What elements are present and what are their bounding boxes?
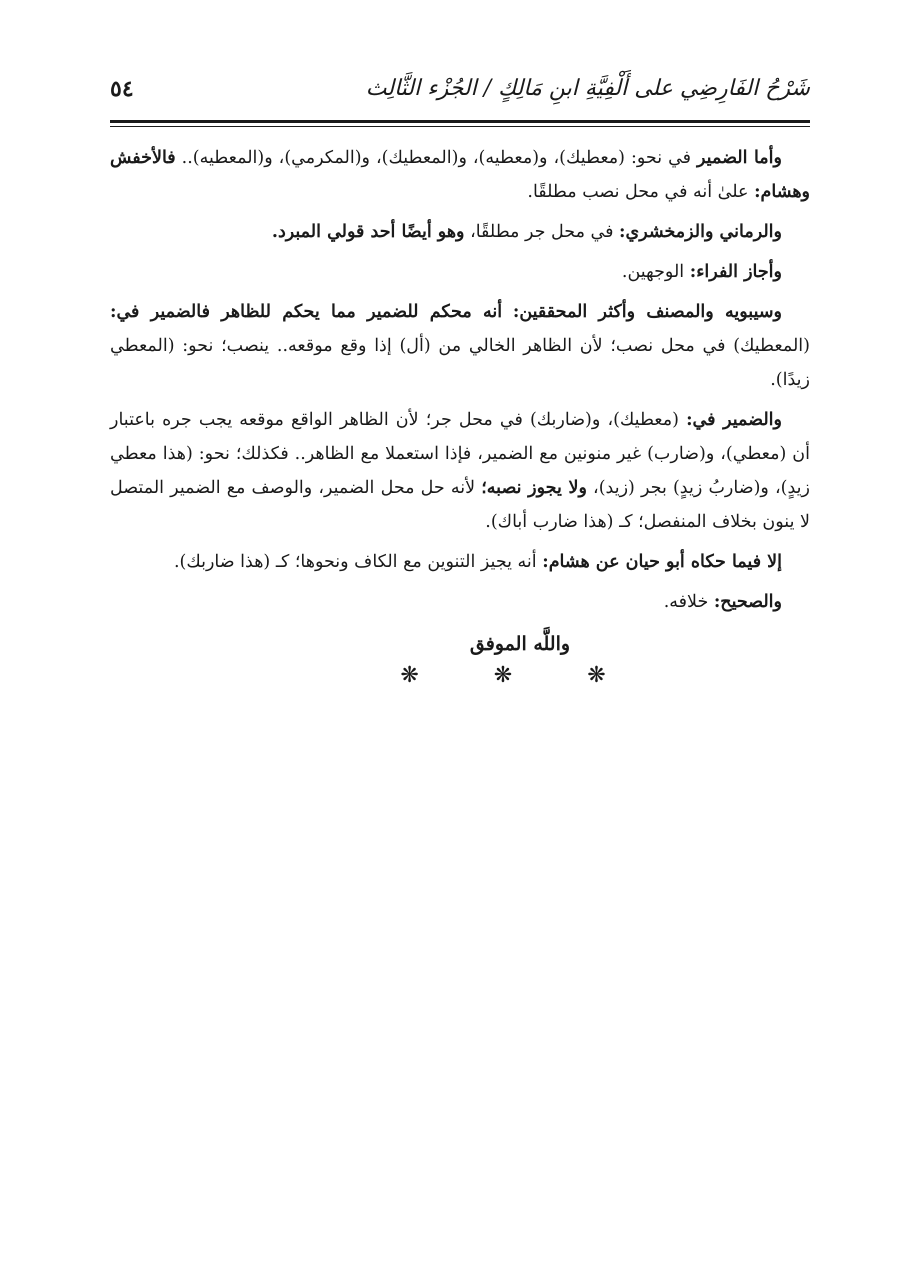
text-span: لأنه حل محل الضمير، والوصف مع الضمير المتصل لا ينون بخلاف المنفصل؛ كـ (هذا ضارب أباك). xyxy=(110,478,810,532)
text-span: (معطيك)، و(ضاربك) في محل جر؛ لأن الظاهر الواقع موقعه يجب جره باعتبار أن (معطي)، و(ضارب) غير منونين مع الضمير، فإذا استعملا مع الظاهر.. فكذلك؛ نحو: (هذا معطي زيدٍ)، و(ضاربُ زيدٍ) بجر (زيد)، xyxy=(110,410,810,498)
text-span: والرماني والزمخشري: xyxy=(619,222,782,242)
body-text xyxy=(110,141,810,619)
paragraph-5 xyxy=(110,403,810,539)
text-span: والصحيح: xyxy=(713,592,782,612)
paragraph-7 xyxy=(110,585,810,619)
page-header xyxy=(110,70,810,116)
text-span xyxy=(502,302,513,322)
text-span: وأما الضمير xyxy=(697,148,782,168)
text-span: (المعطيك) في محل نصب؛ لأن الظاهر الخالي من (أل) إذا وقع موقعه.. ينصب؛ نحو: (المعطي زيدًا). xyxy=(110,336,810,390)
running-title: شَرْحُ الفَارِضِي على أَلْفِيَّةِ ابنِ مَالِكٍ / الجُزْء الثَّالِث xyxy=(365,76,810,101)
text-span: أنه محكم للضمير مما يحكم للظاهر فالضمير في: xyxy=(110,302,503,322)
page-number: ٥٤ xyxy=(110,76,134,102)
text-span: ولا يجوز نصبه؛ xyxy=(481,478,587,498)
text-span: أنه يجيز التنوين مع الكاف ونحوها؛ كـ (هذا ضاربك). xyxy=(173,552,543,572)
text-span: الوجهين. xyxy=(621,262,690,282)
text-span: والضمير في: xyxy=(686,410,782,430)
text-span: خلافه. xyxy=(663,592,714,612)
text-span: وهو أيضًا أحد قولي المبرد. xyxy=(271,222,465,242)
text-span: فالأخفش وهشام: xyxy=(110,148,810,202)
paragraph-2 xyxy=(110,215,810,249)
paragraph-1 xyxy=(110,141,810,209)
text-span: وسيبويه والمصنف وأكثر المحققين: xyxy=(512,302,782,322)
header-rule-thick xyxy=(110,120,810,123)
closing-phrase: واللَّه الموفق xyxy=(469,633,571,655)
text-span: إلا فيما حكاه أبو حيان عن هشام: xyxy=(542,552,782,572)
page xyxy=(110,70,810,688)
text-span: علىٰ أنه في محل نصب مطلقًا. xyxy=(527,182,755,202)
text-span: في نحو: (معطيك)، و(معطيه)، و(المعطيك)، و(المكرمي)، و(المعطيه).. xyxy=(175,148,698,168)
section-separator: ❋ ❋ ❋ xyxy=(400,663,640,688)
paragraph-4 xyxy=(110,295,810,397)
header-rule-thin xyxy=(110,126,810,127)
paragraph-6 xyxy=(110,545,810,579)
paragraph-3 xyxy=(110,255,810,289)
text-span: في محل جر مطلقًا، xyxy=(464,222,620,242)
text-span: وأجاز الفراء: xyxy=(689,262,782,282)
